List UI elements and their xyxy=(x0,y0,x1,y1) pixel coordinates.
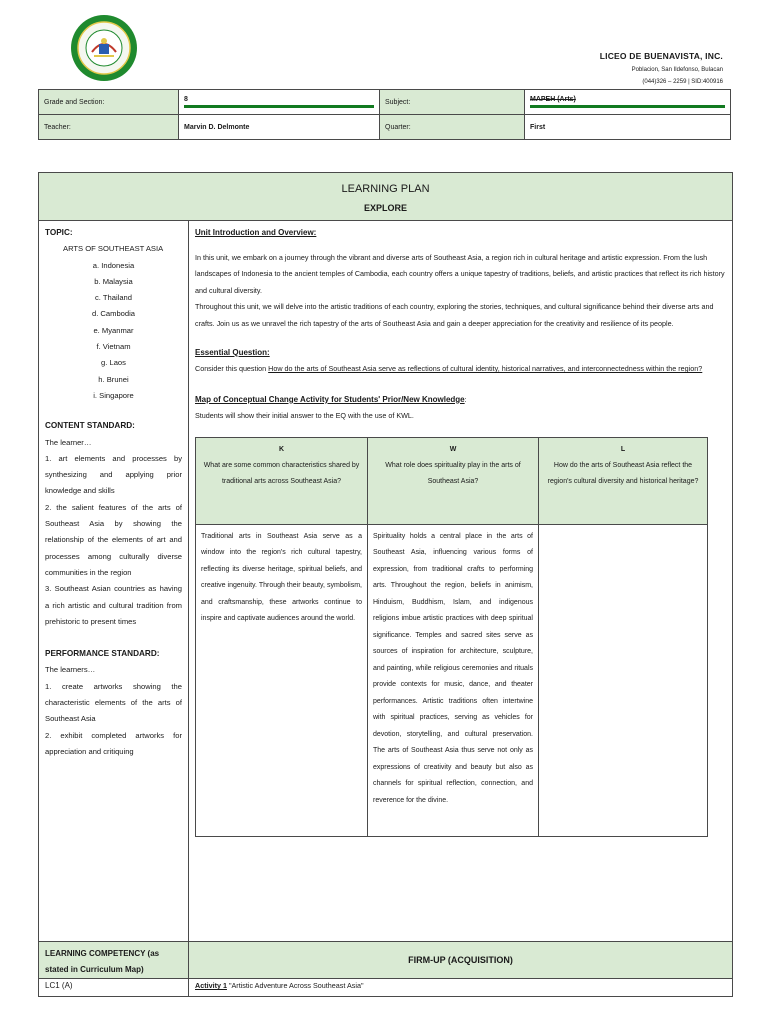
kwl-k-letter: K xyxy=(278,445,285,453)
essential-question xyxy=(195,361,726,378)
learning-plan xyxy=(38,172,733,997)
content-standard-list xyxy=(45,451,182,630)
plan-header xyxy=(39,173,732,221)
unit-intro-paragraph-1: In this unit, we embark on a journey through the vibrant and diverse arts of Southeast Asia, a region rich in cultural heritage and artistic expression. From the lush landscapes of Indonesia to the ancient temples of Cambodia, each country offers a unique tapestry of traditions, beliefs, and artistic practices that reflect its rich history and cultural diversity. xyxy=(195,252,725,295)
kwl-l-question: How do the arts of Southeast Asia reflect the region's cultural diversity and historical heritage? xyxy=(547,461,699,485)
topic-item: h. Brunei xyxy=(98,374,129,384)
topic-list xyxy=(45,258,182,405)
teacher-value: Marvin D. Delmonte xyxy=(179,115,380,140)
performance-standard-list xyxy=(45,679,182,760)
plan-body xyxy=(39,221,732,942)
content-standard-item: 1. art elements and processes by synthesizing and applying prior knowledge and skills xyxy=(45,453,182,496)
green-underline xyxy=(184,105,374,108)
green-underline xyxy=(530,105,725,108)
topic-item: b. Malaysia xyxy=(94,276,133,286)
competency-heading-bold: LEARNING COMPETENCY xyxy=(45,949,146,958)
firm-up-heading: FIRM-UP (ACQUISITION) xyxy=(189,942,732,978)
performance-standard-item: 2. exhibit completed artworks for appreciation and critiquing xyxy=(45,730,182,756)
school-name: LICEO DE BUENAVISTA, INC. xyxy=(599,51,723,61)
grade-label: Grade and Section: xyxy=(39,90,179,115)
school-contact: (044)326 – 2259 | SID:400916 xyxy=(642,79,723,85)
kwl-w-header xyxy=(368,437,539,524)
school-address: Poblacion, San Ildefonso, Bulacan xyxy=(631,67,723,73)
activity-title: "Artistic Adventure Across Southeast Asia" xyxy=(226,981,364,990)
competency-heading xyxy=(39,942,189,978)
topic-item: a. Indonesia xyxy=(92,260,135,270)
quarter-label: Quarter: xyxy=(380,115,525,140)
map-instruction: Students will show their initial answer to the EQ with the use of KWL. xyxy=(195,411,414,421)
content-standard-item: 3. Southeast Asian countries as having a rich artistic and cultural tradition from prehistoric to present times xyxy=(45,584,182,626)
competency-heading-rest: (as stated in Curriculum Map) xyxy=(45,949,160,974)
plan-title: LEARNING PLAN xyxy=(341,183,430,195)
kwl-l-header xyxy=(539,437,708,524)
kwl-l-letter: L xyxy=(620,445,626,453)
unit-intro-heading: Unit Introduction and Overview: xyxy=(195,228,317,237)
kwl-table xyxy=(195,437,708,837)
kwl-w-question: What role does spirituality play in the arts of Southeast Asia? xyxy=(385,461,521,485)
lc-row xyxy=(39,979,732,996)
content-standard-intro: The learner… xyxy=(45,437,92,447)
activity-label: Activity 1 xyxy=(195,981,227,990)
topic-heading: TOPIC: xyxy=(45,228,73,237)
content-standard-heading: CONTENT STANDARD: xyxy=(45,421,135,431)
teacher-label: Teacher: xyxy=(39,115,179,140)
activity-line xyxy=(189,979,732,996)
school-seal-logo xyxy=(70,14,138,82)
standards-column xyxy=(39,221,189,941)
kwl-k-answer: Traditional arts in Southeast Asia serve as a window into the region's rich cultural tapestry, reflecting its diverse heritage, spiritual beliefs, and creative ingenuity. Through their beauty, symbolism, and craftsmanship, these artworks continue to inspire and captivate audiences around the world. xyxy=(196,524,368,836)
info-table xyxy=(38,89,731,140)
topic-item: c. Thailand xyxy=(94,293,132,303)
kwl-k-question: What are some common characteristics shared by traditional arts across Southeast Asia? xyxy=(203,461,360,485)
overview-column xyxy=(189,221,732,941)
topic-title: ARTS OF SOUTHEAST ASIA xyxy=(63,244,164,254)
topic-item: f. Vietnam xyxy=(96,342,131,352)
kwl-w-answer: Spirituality holds a central place in the arts of Southeast Asia, influencing various forms of expression, from traditional crafts to performing arts. Throughout the region, beliefs in animism, Hinduism, Buddhism, Islam, and indigenous religions imbue artistic practices with deep spiritual significance. Temples and sacred sites serve as sources of inspiration for architecture, sculpture, and painting, while religious ceremonies and rituals provide contexts for music, dance, and theater performances. Artistic traditions often intertwine with spiritual practices, serving as vehicles for devotion, storytelling, and cultural preservation. The arts of Southeast Asia thus serve not only as expressions of creativity and beauty but also as channels for spiritual reflection, connection, and reverence for the divine. xyxy=(368,524,539,836)
subject-value-text: MAPEH (Arts) xyxy=(530,96,576,103)
topic-item: g. Laos xyxy=(101,358,126,368)
lc-code: LC1 (A) xyxy=(39,979,189,996)
essential-question-prefix: Consider this question xyxy=(195,364,269,374)
quarter-value: First xyxy=(525,115,731,140)
topic-item: e. Myanmar xyxy=(93,325,134,335)
map-heading-text: Map of Conceptual Change Activity for Students' Prior/New Knowledge xyxy=(195,394,465,404)
competency-row xyxy=(39,942,732,979)
map-heading xyxy=(195,392,726,409)
subject-label: Subject: xyxy=(380,90,525,115)
topic-item: i. Singapore xyxy=(93,390,134,400)
performance-standard-intro: The learners… xyxy=(45,665,96,675)
essential-question-heading: Essential Question: xyxy=(195,347,270,357)
topic-item: d. Cambodia xyxy=(91,309,136,319)
plan-phase: EXPLORE xyxy=(363,203,407,213)
subject-value xyxy=(525,90,731,115)
performance-standard-heading: PERFORMANCE STANDARD: xyxy=(45,649,160,659)
kwl-l-answer xyxy=(539,524,708,836)
grade-value xyxy=(179,90,380,115)
essential-question-text: How do the arts of Southeast Asia serve as reflections of cultural identity, historical narratives, and interconnectedness within the region? xyxy=(268,364,703,374)
performance-standard-item: 1. create artworks showing the characteristic elements of the arts of Southeast Asia xyxy=(45,681,182,724)
grade-value-text: 8 xyxy=(184,96,188,103)
kwl-w-letter: W xyxy=(449,445,457,453)
kwl-k-header xyxy=(196,437,368,524)
unit-intro-paragraph-2: Throughout this unit, we will delve into the artistic traditions of each country, exploring the stories, techniques, and cultural significance behind their diverse arts and crafts. Join us as we unravel the rich tapestry of the arts of Southeast Asia and gain a deeper appreciation for the creativity and resilience of its people. xyxy=(195,302,714,328)
school-header xyxy=(600,51,723,85)
map-heading-colon: : xyxy=(464,394,467,404)
content-standard-item: 2. the salient features of the arts of Southeast Asia by showing the relationship of the elements of art and processes among culturally diverse communities in the region xyxy=(45,502,182,577)
